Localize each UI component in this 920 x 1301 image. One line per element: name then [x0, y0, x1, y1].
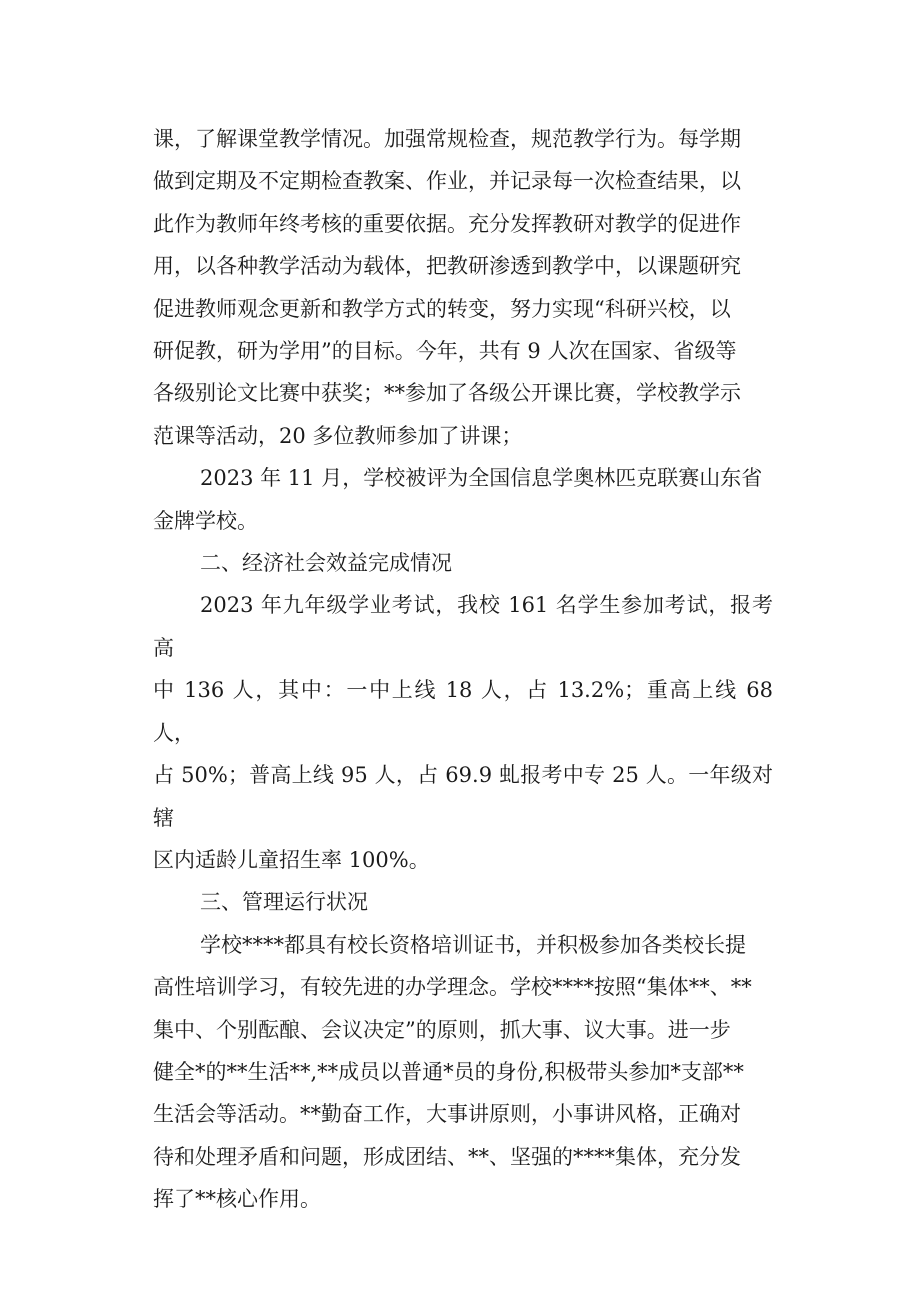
section-heading-economic-social-benefits: 二、经济社会效益完成情况 [200, 551, 452, 576]
paragraph-exam-results: 2023 年九年级学业考试，我校 161 名学生参加考试，报考高 中 136 人，其中：一中上线 18 人，占 13.2%；重高上线 68 人， 占 50%；普高上线 95 人，占 69.9 虬报考中专 25 人。一年级对辖 区内适龄儿童招生率 100%。 [153, 593, 773, 872]
paragraph-management: 学校****都具有校长资格培训证书，并积极参加各类校长提 高性培训学习，有较先进的办学理念。学校****按照“集体**、** 集中、个别酝酿、会议决定”的原则，抓大事、议大事。进一步 健全*的**生活**,**成员以普通*员的身份,积极带头参加*支部** 生活会等活动。**勤奋工作，大事讲原则，小事讲风格，正确对 待和处理矛盾和问题，形成团结、**、坚强的****集体，充分发 挥了**核心作用。 [153, 932, 752, 1212]
document-body [153, 118, 773, 1221]
section-heading-management-operation: 三、管理运行状况 [200, 890, 368, 915]
paragraph-gold-medal-school: 2023 年 11 月，学校被评为全国信息学奥林匹克联赛山东省 金牌学校。 [153, 466, 763, 533]
paragraph-teaching-research: 课，了解课堂教学情况。加强常规检查，规范教学行为。每学期 做到定期及不定期检查教案、作业，并记录每一次检查结果，以 此作为教师年终考核的重要依据。充分发挥教研对教学的促进作 用，以各种教学活动为载体，把教研渗透到教学中，以课题研究 促进教师观念更新和教学方式的转变，努力实现“科研兴校，以 研促教，研为学用”的目标。今年，共有 9 人次在国家、省级等 各级别论文比赛中获奖；**参加了各级公开课比赛，学校教学示 范课等活动，20 多位教师参加了讲课； [153, 127, 741, 448]
